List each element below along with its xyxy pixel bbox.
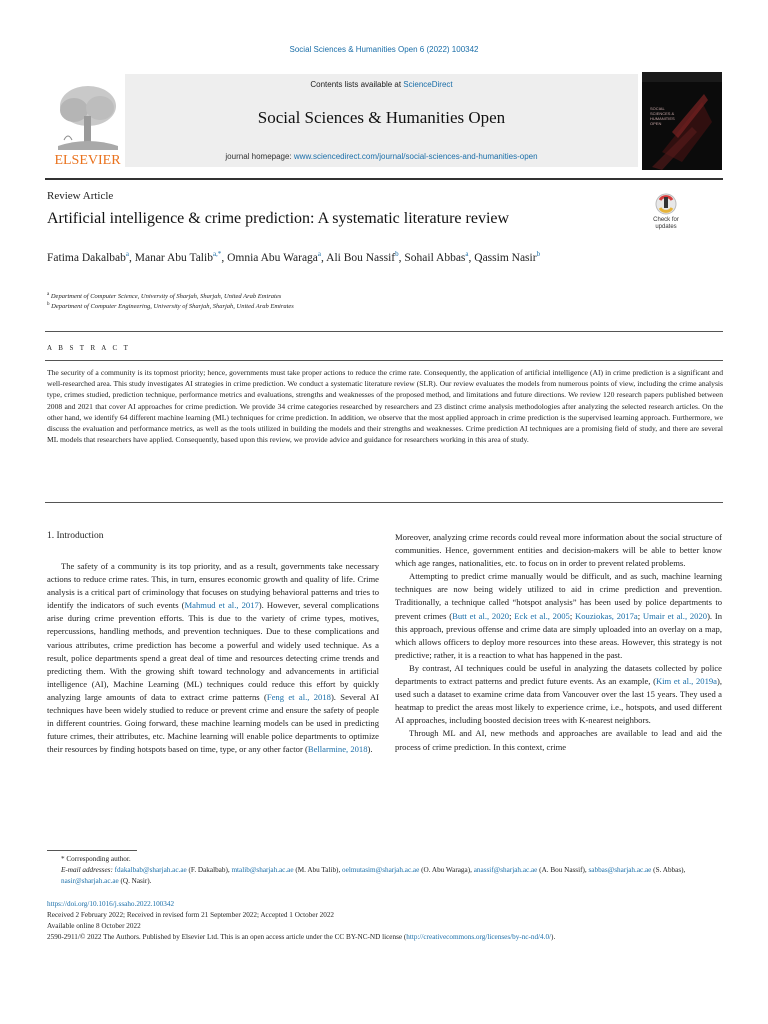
running-head[interactable]: Social Sciences & Humanities Open 6 (2022) 100342 bbox=[289, 45, 479, 54]
affiliation-text: Department of Computer Engineering, University of Sharjah, Sharjah, United Arab Emirates bbox=[51, 303, 294, 311]
cover-line: SCIENCES & bbox=[650, 111, 675, 116]
check-updates-icon bbox=[646, 192, 686, 232]
homepage-label: journal homepage: bbox=[225, 152, 294, 161]
email-addresses bbox=[47, 865, 723, 887]
elsevier-tree-icon bbox=[50, 78, 125, 168]
author-affiliation-marker[interactable]: a bbox=[317, 250, 322, 258]
received-dates: Received 2 February 2022; Received in revised form 21 September 2022; Accepted 1 October 2022 bbox=[47, 911, 335, 919]
svg-text:ELSEVIER: ELSEVIER bbox=[54, 153, 121, 168]
body-text: ; bbox=[569, 610, 576, 621]
citation-link[interactable]: Kouziokas, 2017a bbox=[575, 610, 638, 621]
cover-title bbox=[650, 106, 675, 126]
body-column-left bbox=[47, 560, 379, 756]
citation-link[interactable]: Feng et al., 2018 bbox=[266, 691, 331, 702]
body-text: ), used such a dataset to examine crime data from Vancouver over the last 15 years. They used a heatmap to predict the areas most likely to experience crime, i.e., hotspots, and used different AI approaches, including boosted decision trees with K-nearest neighbors. bbox=[395, 676, 722, 726]
license-link[interactable]: http://creativecommons.org/licenses/by-nc-nd/4.0/ bbox=[406, 933, 552, 941]
author-affiliation-marker[interactable]: b bbox=[395, 250, 399, 258]
author-affiliation-marker[interactable]: a bbox=[465, 250, 469, 258]
citation-link[interactable]: Mahmud et al., 2017 bbox=[184, 600, 259, 611]
email-link[interactable]: oelmutasim@sharjah.ac.ae bbox=[342, 865, 420, 874]
journal-homepage bbox=[125, 152, 638, 161]
footnotes bbox=[47, 854, 723, 886]
cover-line: HUMANITIES bbox=[650, 116, 675, 121]
abstract-heading-rule bbox=[45, 360, 723, 361]
check-for-updates-badge[interactable] bbox=[646, 192, 686, 232]
affiliation-marker: b bbox=[47, 302, 50, 307]
email-owner: (A. Bou Nassif), bbox=[537, 865, 589, 874]
body-text: ; bbox=[637, 610, 643, 621]
abstract-bottom-rule bbox=[45, 502, 723, 503]
contents-prefix: Contents lists available at bbox=[310, 80, 404, 89]
author-name[interactable]: Fatima Dakalbab bbox=[47, 251, 126, 264]
svg-text:Check for: Check for bbox=[653, 217, 679, 223]
sciencedirect-link[interactable]: ScienceDirect bbox=[403, 80, 453, 89]
email-owner: (Q. Nasir). bbox=[118, 876, 152, 885]
svg-text:updates: updates bbox=[655, 224, 677, 230]
author-name[interactable]: Manar Abu Talib bbox=[134, 251, 213, 264]
body-text: Attempting to predict crime manually would be difficult, and as such, machine learning techniques are now being widely utilized to aid in crime prediction and prevention. Traditionally, a technique called “hotspot analysis” has been used by police departments to prevent crimes ( bbox=[395, 571, 722, 621]
license-suffix: ). bbox=[551, 933, 556, 941]
abstract-heading: A B S T R A C T bbox=[47, 344, 131, 352]
journal-title: Social Sciences & Humanities Open bbox=[257, 108, 506, 127]
doi-link[interactable]: https://doi.org/10.1016/j.ssaho.2022.100342 bbox=[47, 900, 175, 908]
abstract-text: The security of a community is its topmost priority; hence, governments must take proper actions to reduce the crime rate. Consequently, the application of artificial intelligence (AI) in crime prediction is a significant and well-researched area. This study investigates AI strategies in crime prediction. We conduct a systematic literature review (SLR). Our review evaluates the models from numerous points of view, including the crime analysis type, crimes studied, prediction technique, performance metrics and evaluations, strengths and weaknesses of the proposed method, and limitations and future directions. We review 120 research papers published between 2008 and 2021 that cover AI approaches for crime prediction. We provide 34 crime categories researched by researchers and 23 distinct crime analysis methodologies after analyzing the selected research articles. On the other hand, we identify 64 different machine learning (ML) techniques for crime prediction. In addition, we observe that the most applied approach in crime prediction is the supervised learning approach. Furthermore, we discuss the evaluation and performance metrics, as well as the tools utilized in building the models and their strengths and weaknesses. Crime prediction AI techniques are a promising field of study, and there are several ML models that researchers have applied. Consequently, based upon this review, we provide advice and guidance for researchers working in this area of study. bbox=[47, 368, 723, 445]
email-owner: (F. Dakalbab), bbox=[186, 865, 232, 874]
email-owner: (O. Abu Waraga), bbox=[419, 865, 474, 874]
body-text: By contrast, AI techniques could be useful in analyzing the datasets collected by police departments to extract patterns and predict future events. As an example, ( bbox=[395, 662, 722, 687]
body-text: ; bbox=[509, 610, 515, 621]
body-text: Moreover, analyzing crime records could reveal more information about the social structure of communities. Hence, government entities and decision-makers will be able to better know which age ranges, nationalities, etc. to focus on in order to prevent related problems. bbox=[395, 532, 722, 569]
email-label: E-mail addresses: bbox=[61, 865, 115, 874]
affiliation-a bbox=[47, 292, 281, 300]
email-owner: (S. Abbas), bbox=[651, 865, 686, 874]
citation-link[interactable]: Eck et al., 2005 bbox=[514, 610, 570, 621]
author-affiliation-marker[interactable]: b bbox=[536, 250, 541, 258]
section-heading-introduction: 1. Introduction bbox=[47, 531, 104, 541]
body-text: ). bbox=[367, 744, 373, 755]
article-meta bbox=[47, 899, 723, 943]
available-online: Available online 8 October 2022 bbox=[47, 922, 141, 930]
body-paragraph bbox=[395, 531, 722, 570]
author-name[interactable]: Ali Bou Nassif bbox=[326, 251, 396, 264]
license-line bbox=[47, 932, 723, 943]
body-paragraph bbox=[47, 560, 379, 756]
body-paragraph bbox=[395, 727, 722, 753]
author-name[interactable]: Sohail Abbas bbox=[404, 251, 466, 264]
body-text: The safety of a community is its top priority, and as a result, governments take necessary actions to reduce crime rates. This, in turn, ensures economic growth and quality of life. Crime analysis is a critical part of criminology that focuses on studying behavioral patterns and tries to identify the indicators of such events ( bbox=[47, 561, 379, 611]
body-column-right bbox=[395, 531, 722, 754]
body-text: ). In this approach, previous offense and crime data are simply uploaded into an overlay on a map, which allows officers to deploy more resources into these areas. However, this strategy is not predictive; rather, it is a reaction to what has happened in the past. bbox=[395, 610, 723, 660]
author-affiliation-marker[interactable]: a,* bbox=[212, 250, 222, 258]
citation-link[interactable]: Butt et al., 2020 bbox=[452, 610, 510, 621]
affiliation-text: Department of Computer Science, University of Sharjah, Sharjah, United Arab Emirates bbox=[50, 293, 282, 301]
article-title: Artificial intelligence & crime prediction: A systematic literature review bbox=[47, 210, 510, 227]
citation-link[interactable]: Kim et al., 2019a bbox=[655, 676, 717, 687]
affiliation-marker: a bbox=[47, 292, 50, 297]
citation-link[interactable]: Bellarmine, 2018 bbox=[307, 744, 368, 755]
email-link[interactable]: sabbas@sharjah.ac.ae bbox=[588, 865, 652, 874]
homepage-link[interactable]: www.sciencedirect.com/journal/social-sciences-and-humanities-open bbox=[293, 152, 538, 161]
header-rule bbox=[45, 178, 723, 180]
citation-link[interactable]: Umair et al., 2020 bbox=[642, 610, 708, 621]
license-prefix: 2590-2911/© 2022 The Authors. Published by Elsevier Ltd. This is an open access article under the CC BY-NC-ND license ( bbox=[47, 933, 407, 941]
email-link[interactable]: anassif@sharjah.ac.ae bbox=[473, 865, 538, 874]
cover-line: OPEN bbox=[650, 121, 662, 126]
affiliation-b bbox=[47, 302, 294, 310]
cover-line: SOCIAL bbox=[650, 106, 665, 111]
author-name[interactable]: Qassim Nasir bbox=[474, 251, 537, 264]
article-type: Review Article bbox=[47, 190, 114, 202]
abstract-top-rule bbox=[45, 331, 723, 332]
contents-line bbox=[125, 80, 638, 89]
body-text: ). However, several complications arise during crime prevention efforts. This is due to the variety of crime types, motives, repercussions, handling methods, and prevention techniques. Due to these complications and various attributes, crime prediction has become a powerful and widely used technique. As a result, police departments spend a great deal of time and resources detecting crime trends and predicting them. With the growing shift toward technology and advancements in artificial intelligence (AI), Machine Learning (ML) techniques could reduce this effort by quickly analyzing large amounts of data to extract crime patterns ( bbox=[47, 600, 379, 702]
body-text: Through ML and AI, new methods and approaches are available to lead and aid the process of crime prediction. In this context, crime bbox=[395, 728, 722, 752]
email-link[interactable]: fdakalbab@sharjah.ac.ae bbox=[114, 865, 187, 874]
footnote-rule bbox=[47, 850, 137, 851]
author-name[interactable]: Omnia Abu Waraga bbox=[227, 251, 318, 264]
email-link[interactable]: nasir@sharjah.ac.ae bbox=[61, 876, 119, 885]
elsevier-logo[interactable] bbox=[50, 78, 125, 168]
body-paragraph bbox=[395, 662, 722, 727]
author-list: Fatima Dakalbab$^a$, Manar Abu Talib$^{a,*}$, Omnia Abu Waraga$^a$, Ali Bou Nassif$^b$, Sohail Abbas$^a$, Qassim Nasir$^b$ bbox=[47, 250, 541, 264]
corresponding-author-note: * Corresponding author. bbox=[61, 855, 131, 863]
email-owner: (M. Abu Talib), bbox=[293, 865, 343, 874]
email-link[interactable]: mtalib@sharjah.ac.ae bbox=[231, 865, 294, 874]
body-paragraph bbox=[395, 570, 722, 662]
author-affiliation-marker[interactable]: a bbox=[125, 250, 129, 258]
body-text: ). Several AI techniques have been widely studied to reduce or prevent crime and ensure the safety of people in different countries. Going forward, these machine learning models can be used in predicting future crimes, their attributes, etc. Machine learning will enable police departments to optimize their resources by finding hotspots based on time, type, or any other factor ( bbox=[47, 691, 379, 755]
